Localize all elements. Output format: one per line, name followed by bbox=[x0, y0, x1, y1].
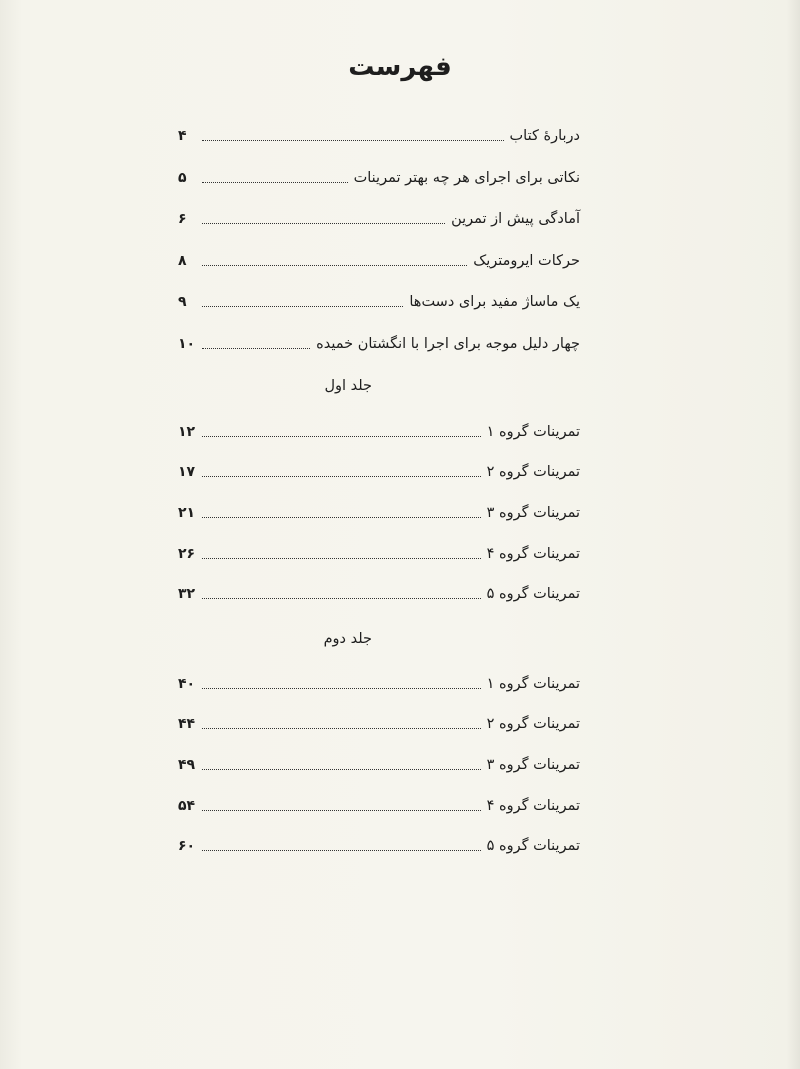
toc-entry bbox=[178, 708, 580, 734]
dotted-leader bbox=[202, 597, 481, 599]
toc-entry-page: ۵ bbox=[178, 170, 187, 186]
toc-entry-page: ۱۰ bbox=[178, 336, 196, 352]
toc-entry-label: تمرینات گروه ۵ bbox=[486, 838, 580, 854]
toc-entry bbox=[178, 538, 580, 564]
toc-entry-page: ۶ bbox=[178, 211, 187, 227]
toc-entry-page: ۸ bbox=[178, 253, 187, 269]
toc-entry-label: تمرینات گروه ۵ bbox=[486, 586, 580, 602]
dotted-leader bbox=[202, 305, 403, 307]
toc-entry-label: تمرینات گروه ۲ bbox=[486, 464, 580, 480]
toc-entry-label: یک ماساژ مفید برای دست‌ها bbox=[409, 294, 580, 310]
dotted-leader bbox=[202, 347, 310, 349]
toc-entry-label: تمرینات گروه ۴ bbox=[486, 546, 580, 562]
toc-entry-label: نکاتی برای اجرای هر چه بهتر تمرینات bbox=[353, 170, 580, 186]
toc-entry bbox=[178, 245, 580, 271]
toc-entry-page: ۴۴ bbox=[178, 716, 196, 732]
toc-entry-label: تمرینات گروه ۴ bbox=[486, 798, 580, 814]
dotted-leader bbox=[202, 264, 467, 266]
toc-entry-page: ۲۱ bbox=[178, 505, 196, 521]
dotted-leader bbox=[202, 181, 348, 183]
toc-entry bbox=[178, 286, 580, 312]
dotted-leader bbox=[202, 222, 445, 224]
dotted-leader bbox=[202, 516, 481, 518]
toc-entry-label: تمرینات گروه ۳ bbox=[486, 757, 580, 773]
toc-entry-label: حرکات ایرومتریک bbox=[473, 253, 580, 269]
toc-entry bbox=[178, 162, 580, 188]
toc-entry bbox=[178, 328, 580, 354]
toc-entry-label: تمرینات گروه ۳ bbox=[486, 505, 580, 521]
toc-entry bbox=[178, 578, 580, 604]
dotted-leader bbox=[202, 727, 481, 729]
dotted-leader bbox=[202, 687, 481, 689]
toc-entry-page: ۳۲ bbox=[178, 586, 196, 602]
toc-entry bbox=[178, 203, 580, 229]
toc-entry bbox=[178, 790, 580, 816]
dotted-leader bbox=[202, 768, 481, 770]
toc-entry-page: ۱۲ bbox=[178, 424, 196, 440]
dotted-leader bbox=[202, 435, 481, 437]
toc-entry bbox=[178, 456, 580, 482]
toc-entry bbox=[178, 416, 580, 442]
toc-entry-page: ۶۰ bbox=[178, 838, 196, 854]
toc-entry-page: ۴ bbox=[178, 128, 187, 144]
toc-entry-page: ۴۹ bbox=[178, 757, 196, 773]
dotted-leader bbox=[202, 139, 504, 141]
toc-entry bbox=[178, 830, 580, 856]
toc-entry bbox=[178, 120, 580, 146]
dotted-leader bbox=[202, 849, 481, 851]
toc-entry bbox=[178, 749, 580, 775]
toc-entry-page: ۵۴ bbox=[178, 798, 196, 814]
toc-entry-label: دربارهٔ کتاب bbox=[509, 128, 580, 144]
toc-entry-page: ۴۰ bbox=[178, 676, 196, 692]
toc-entry-label: تمرینات گروه ۲ bbox=[486, 716, 580, 732]
toc-entry bbox=[178, 497, 580, 523]
dotted-leader bbox=[202, 557, 481, 559]
toc-entry-label: تمرینات گروه ۱ bbox=[486, 424, 580, 440]
toc-entry-page: ۲۶ bbox=[178, 546, 196, 562]
dotted-leader bbox=[202, 475, 481, 477]
toc-entry bbox=[178, 668, 580, 694]
page-title: فهرست bbox=[348, 52, 452, 82]
toc-entry-label: چهار دلیل موجه برای اجرا با انگشتان خمیده bbox=[316, 336, 580, 352]
section-heading-volume-1: جلد اول bbox=[324, 378, 372, 394]
toc-entry-label: تمرینات گروه ۱ bbox=[486, 676, 580, 692]
dotted-leader bbox=[202, 809, 481, 811]
toc-entry-label: آمادگی پیش از تمرین bbox=[451, 211, 580, 227]
toc-entry-page: ۱۷ bbox=[178, 464, 196, 480]
section-heading-volume-2: جلد دوم bbox=[323, 631, 372, 647]
toc-entry-page: ۹ bbox=[178, 294, 187, 310]
